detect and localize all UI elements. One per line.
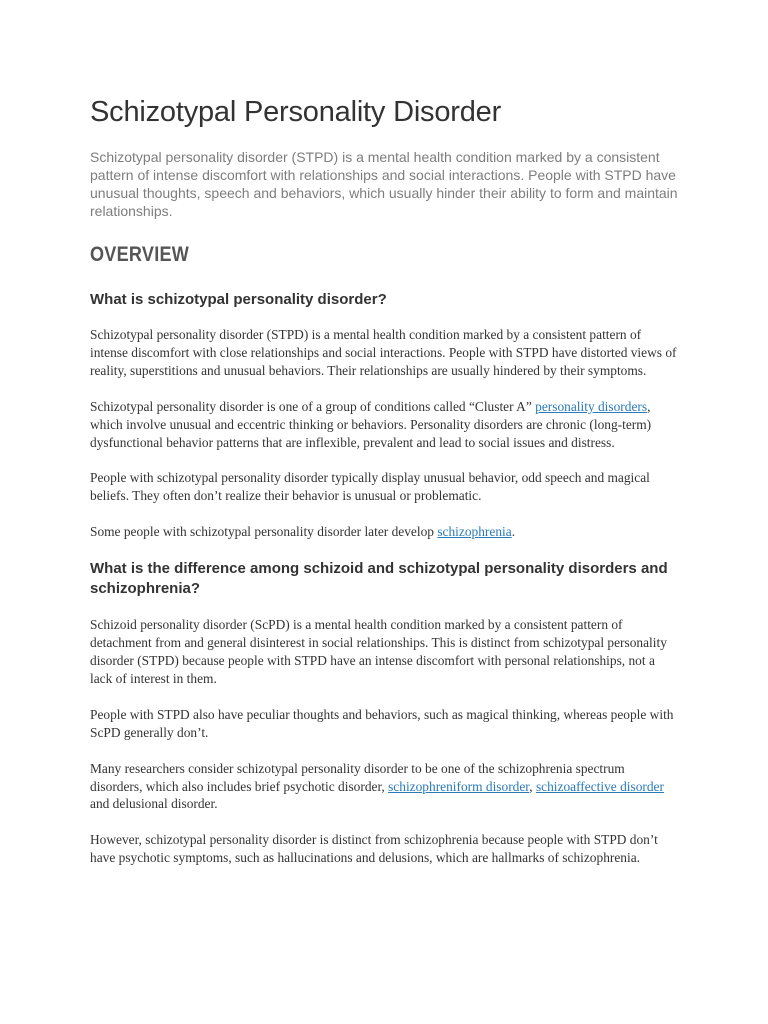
schizoaffective-disorder-link[interactable]: schizoaffective disorder xyxy=(535,778,664,794)
paragraph-definition: Schizotypal personality disorder (STPD) is a mental health condition marked by a consistent pattern of intense discomfort with close relationships and social interactions. People with STPD have distorted views of reality, superstitions and unusual behaviors. Their relationships are usually hindered by their symptoms. xyxy=(90,327,677,378)
question-heading-what-is: What is schizotypal personality disorder? xyxy=(90,291,387,308)
paragraph-schizoid: Schizoid personality disorder (ScPD) is a mental health condition marked by a consistent pattern of detachment from and general disinterest in social relationships. This is distinct from schizotypal personality disorder (STPD) because people with STPD have an intense discomfort with personal relationships, not a lack of interest in them. xyxy=(90,617,667,686)
paragraph-text: and delusional disorder. xyxy=(90,796,218,812)
paragraph-spectrum xyxy=(90,760,680,814)
personality-disorders-link[interactable]: personality disorders xyxy=(535,398,648,414)
section-heading-overview: OVERVIEW xyxy=(90,243,190,266)
paragraph-text: Some people with schizotypal personality disorder later develop xyxy=(90,524,438,540)
paragraph-text: Schizotypal personality disorder is one of a group of conditions called “Cluster A” xyxy=(90,398,536,414)
paragraph-text: . xyxy=(511,524,516,540)
page-title: Schizotypal Personality Disorder xyxy=(90,96,502,128)
paragraph-text: Many researchers consider schizotypal personality disorder to be one of the schizophrenia spectrum disorders, which also includes brief psychotic disorder, xyxy=(90,760,625,794)
paragraph-cluster-a xyxy=(90,398,680,452)
question-heading-difference: What is the difference among schizoid and schizotypal personality disorders and schizophrenia? xyxy=(90,560,668,598)
schizophreniform-disorder-link[interactable]: schizophreniform disorder xyxy=(388,778,530,794)
paragraph-peculiar-thoughts: People with STPD also have peculiar thoughts and behaviors, such as magical thinking, whereas people with ScPD generally don’t. xyxy=(90,706,674,740)
paragraph-schizophrenia-development xyxy=(90,523,680,541)
paragraph-distinct: However, schizotypal personality disorder is distinct from schizophrenia because people with STPD don’t have psychotic symptoms, such as hallucinations and delusions, which are hallmarks of schizophrenia. xyxy=(90,832,658,866)
intro-paragraph: Schizotypal personality disorder (STPD) is a mental health condition marked by a consistent pattern of intense discomfort with relationships and social interactions. People with STPD have unusual thoughts, speech and behaviors, which usually hinder their ability to form and maintain relationships. xyxy=(90,149,678,219)
paragraph-text: , which involve unusual and eccentric thinking or behaviors. Personality disorders are chronic (long-term) dysfunctional behavior patterns that are inflexible, prevalent and lead to social issues and distress. xyxy=(90,398,652,450)
paragraph-behavior: People with schizotypal personality disorder typically display unusual behavior, odd speech and magical beliefs. They often don’t realize their behavior is unusual or problematic. xyxy=(90,470,650,504)
schizophrenia-link[interactable]: schizophrenia xyxy=(437,524,512,540)
paragraph-text: , xyxy=(529,778,536,794)
